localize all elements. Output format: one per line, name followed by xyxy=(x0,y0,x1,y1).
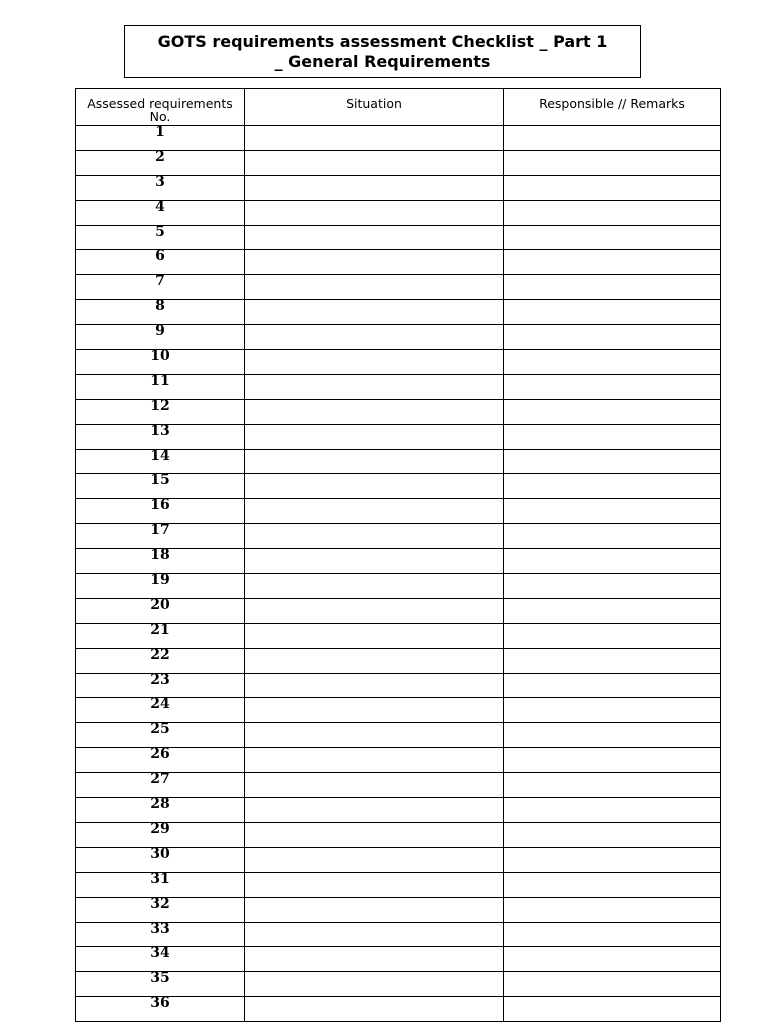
requirement-number-cell: 2 xyxy=(76,150,245,175)
table-row xyxy=(76,798,721,823)
document-title xyxy=(124,25,641,78)
remarks-cell[interactable] xyxy=(504,524,721,549)
situation-cell[interactable] xyxy=(245,424,504,449)
table-row xyxy=(76,698,721,723)
header-situation: Situation xyxy=(245,89,504,126)
requirement-number-cell: 21 xyxy=(76,623,245,648)
situation-cell[interactable] xyxy=(245,698,504,723)
requirement-number-cell: 22 xyxy=(76,648,245,673)
remarks-cell[interactable] xyxy=(504,947,721,972)
requirement-number-cell: 18 xyxy=(76,549,245,574)
remarks-cell[interactable] xyxy=(504,325,721,350)
requirement-number-cell: 33 xyxy=(76,922,245,947)
table-row xyxy=(76,947,721,972)
table-body xyxy=(76,126,721,1022)
requirement-number-cell: 26 xyxy=(76,748,245,773)
requirement-number-cell: 30 xyxy=(76,847,245,872)
table-row xyxy=(76,126,721,151)
remarks-cell[interactable] xyxy=(504,847,721,872)
requirement-number-cell: 7 xyxy=(76,275,245,300)
table-row xyxy=(76,150,721,175)
remarks-cell[interactable] xyxy=(504,872,721,897)
situation-cell[interactable] xyxy=(245,972,504,997)
remarks-cell[interactable] xyxy=(504,350,721,375)
requirement-number-cell: 13 xyxy=(76,424,245,449)
remarks-cell[interactable] xyxy=(504,748,721,773)
table-row xyxy=(76,250,721,275)
header-requirement-number: Assessed requirements No. xyxy=(76,89,245,126)
requirement-number-cell: 27 xyxy=(76,773,245,798)
situation-cell[interactable] xyxy=(245,897,504,922)
situation-cell[interactable] xyxy=(245,872,504,897)
table-row xyxy=(76,773,721,798)
requirement-number-cell: 29 xyxy=(76,822,245,847)
situation-cell[interactable] xyxy=(245,275,504,300)
remarks-cell[interactable] xyxy=(504,126,721,151)
remarks-cell[interactable] xyxy=(504,574,721,599)
requirement-number-cell: 15 xyxy=(76,474,245,499)
situation-cell[interactable] xyxy=(245,175,504,200)
remarks-cell[interactable] xyxy=(504,623,721,648)
situation-cell[interactable] xyxy=(245,449,504,474)
requirement-number-cell: 20 xyxy=(76,598,245,623)
table-row xyxy=(76,350,721,375)
requirement-number-cell: 8 xyxy=(76,300,245,325)
table-row xyxy=(76,449,721,474)
remarks-cell[interactable] xyxy=(504,449,721,474)
situation-cell[interactable] xyxy=(245,524,504,549)
situation-cell[interactable] xyxy=(245,200,504,225)
table-row xyxy=(76,673,721,698)
situation-cell[interactable] xyxy=(245,225,504,250)
remarks-cell[interactable] xyxy=(504,424,721,449)
requirement-number-cell: 6 xyxy=(76,250,245,275)
remarks-cell[interactable] xyxy=(504,922,721,947)
situation-cell[interactable] xyxy=(245,847,504,872)
remarks-cell[interactable] xyxy=(504,673,721,698)
requirement-number-cell: 24 xyxy=(76,698,245,723)
remarks-cell[interactable] xyxy=(504,300,721,325)
remarks-cell[interactable] xyxy=(504,648,721,673)
situation-cell[interactable] xyxy=(245,499,504,524)
table-row xyxy=(76,225,721,250)
situation-cell[interactable] xyxy=(245,947,504,972)
table-row xyxy=(76,524,721,549)
situation-cell[interactable] xyxy=(245,997,504,1022)
remarks-cell[interactable] xyxy=(504,549,721,574)
remarks-cell[interactable] xyxy=(504,598,721,623)
situation-cell[interactable] xyxy=(245,623,504,648)
table-row xyxy=(76,972,721,997)
requirement-number-cell: 28 xyxy=(76,798,245,823)
requirement-number-cell: 36 xyxy=(76,997,245,1022)
remarks-cell[interactable] xyxy=(504,997,721,1022)
table-row xyxy=(76,325,721,350)
requirement-number-cell: 9 xyxy=(76,325,245,350)
situation-cell[interactable] xyxy=(245,822,504,847)
remarks-cell[interactable] xyxy=(504,150,721,175)
table-row xyxy=(76,499,721,524)
situation-cell[interactable] xyxy=(245,300,504,325)
requirement-number-cell: 34 xyxy=(76,947,245,972)
table-row xyxy=(76,922,721,947)
table-row xyxy=(76,424,721,449)
requirement-number-cell: 31 xyxy=(76,872,245,897)
title-line-2: _ General Requirements xyxy=(274,51,491,71)
remarks-cell[interactable] xyxy=(504,374,721,399)
remarks-cell[interactable] xyxy=(504,250,721,275)
remarks-cell[interactable] xyxy=(504,175,721,200)
requirement-number-cell: 35 xyxy=(76,972,245,997)
remarks-cell[interactable] xyxy=(504,698,721,723)
table-row xyxy=(76,623,721,648)
table-row xyxy=(76,200,721,225)
situation-cell[interactable] xyxy=(245,598,504,623)
table-header-row xyxy=(76,89,721,126)
requirement-number-cell: 1 xyxy=(76,126,245,151)
header-responsible-remarks: Responsible // Remarks xyxy=(504,89,721,126)
table-row xyxy=(76,822,721,847)
remarks-cell[interactable] xyxy=(504,499,721,524)
situation-cell[interactable] xyxy=(245,648,504,673)
situation-cell[interactable] xyxy=(245,922,504,947)
table-row xyxy=(76,897,721,922)
remarks-cell[interactable] xyxy=(504,773,721,798)
remarks-cell[interactable] xyxy=(504,798,721,823)
table-row xyxy=(76,997,721,1022)
situation-cell[interactable] xyxy=(245,574,504,599)
requirement-number-cell: 19 xyxy=(76,574,245,599)
situation-cell[interactable] xyxy=(245,374,504,399)
table-row xyxy=(76,648,721,673)
table-row xyxy=(76,872,721,897)
table-row xyxy=(76,723,721,748)
requirement-number-cell: 10 xyxy=(76,350,245,375)
requirement-number-cell: 11 xyxy=(76,374,245,399)
table-row xyxy=(76,549,721,574)
table-row xyxy=(76,847,721,872)
table-row xyxy=(76,598,721,623)
situation-cell[interactable] xyxy=(245,399,504,424)
situation-cell[interactable] xyxy=(245,126,504,151)
checklist-table xyxy=(75,88,721,1022)
requirement-number-cell: 16 xyxy=(76,499,245,524)
situation-cell[interactable] xyxy=(245,723,504,748)
remarks-cell[interactable] xyxy=(504,972,721,997)
situation-cell[interactable] xyxy=(245,748,504,773)
requirement-number-cell: 25 xyxy=(76,723,245,748)
requirement-number-cell: 23 xyxy=(76,673,245,698)
situation-cell[interactable] xyxy=(245,474,504,499)
situation-cell[interactable] xyxy=(245,350,504,375)
table-row xyxy=(76,175,721,200)
situation-cell[interactable] xyxy=(245,150,504,175)
requirement-number-cell: 12 xyxy=(76,399,245,424)
situation-cell[interactable] xyxy=(245,773,504,798)
table-row xyxy=(76,574,721,599)
title-line-1: GOTS requirements assessment Checklist _ Part 1 xyxy=(157,31,608,51)
requirement-number-cell: 17 xyxy=(76,524,245,549)
situation-cell[interactable] xyxy=(245,673,504,698)
requirement-number-cell: 14 xyxy=(76,449,245,474)
table-row xyxy=(76,374,721,399)
table-row xyxy=(76,275,721,300)
situation-cell[interactable] xyxy=(245,549,504,574)
table-row xyxy=(76,748,721,773)
situation-cell[interactable] xyxy=(245,250,504,275)
requirement-number-cell: 4 xyxy=(76,200,245,225)
remarks-cell[interactable] xyxy=(504,275,721,300)
situation-cell[interactable] xyxy=(245,325,504,350)
requirement-number-cell: 3 xyxy=(76,175,245,200)
remarks-cell[interactable] xyxy=(504,225,721,250)
table-row xyxy=(76,300,721,325)
remarks-cell[interactable] xyxy=(504,200,721,225)
requirement-number-cell: 32 xyxy=(76,897,245,922)
requirement-number-cell: 5 xyxy=(76,225,245,250)
remarks-cell[interactable] xyxy=(504,822,721,847)
table-row xyxy=(76,399,721,424)
remarks-cell[interactable] xyxy=(504,474,721,499)
situation-cell[interactable] xyxy=(245,798,504,823)
remarks-cell[interactable] xyxy=(504,399,721,424)
table-row xyxy=(76,474,721,499)
remarks-cell[interactable] xyxy=(504,897,721,922)
remarks-cell[interactable] xyxy=(504,723,721,748)
